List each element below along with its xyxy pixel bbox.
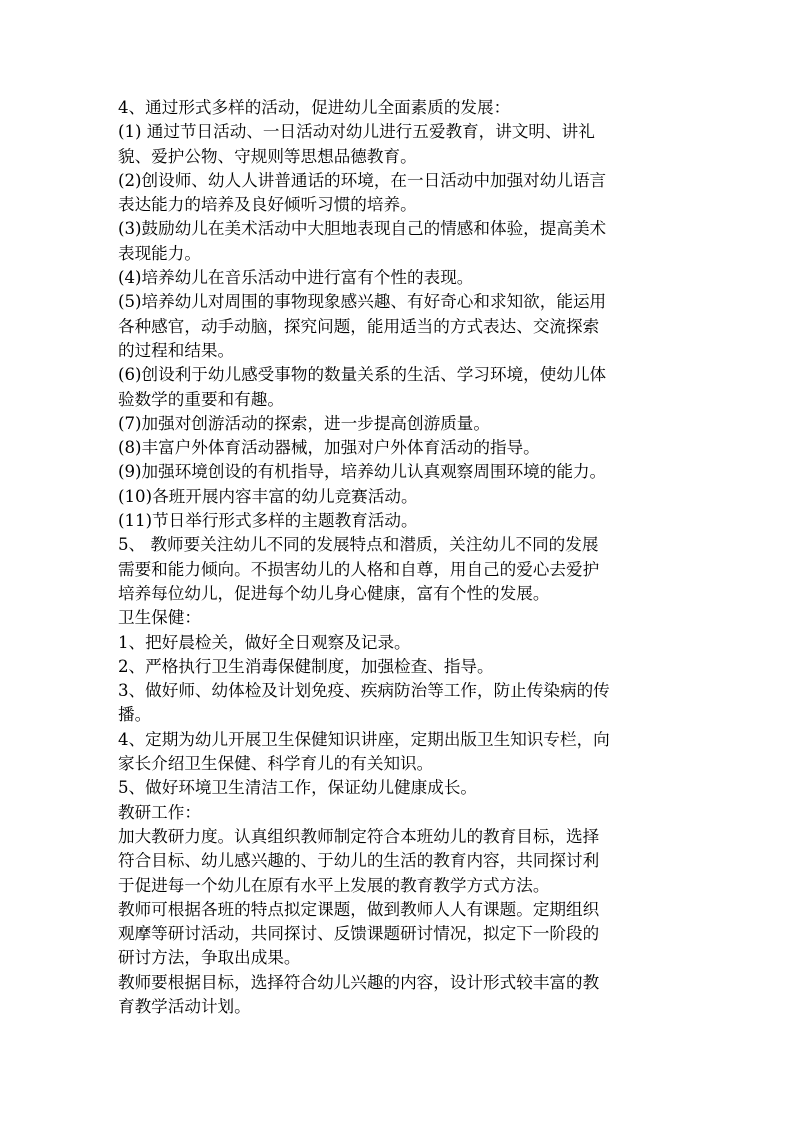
text-line: 表现能力。 bbox=[118, 243, 201, 263]
text-line: (9)加强环境创设的有机指导，培养幼儿认真观察周围环境的能力。 bbox=[118, 462, 607, 482]
text-line: 家长介绍卫生保健、科学育儿的有关知识。 bbox=[118, 754, 434, 774]
text-line: 教研工作： bbox=[118, 802, 201, 822]
text-line: (2)创设师、幼人人讲普通话的环境，在一日活动中加强对幼儿语言 bbox=[118, 170, 607, 190]
text-line: 的过程和结果。 bbox=[118, 340, 235, 360]
text-line: 需要和能力倾向。不损害幼儿的人格和自尊，用自己的爱心去爱护 bbox=[118, 559, 600, 579]
text-line: 于促进每一个幼儿在原有水平上发展的教育教学方式方法。 bbox=[118, 875, 550, 895]
text-line: 5、做好环境卫生清洁工作，保证幼儿健康成长。 bbox=[118, 778, 478, 798]
text-line: 各种感官，动手动脑，探究问题，能用适当的方式表达、交流探索 bbox=[118, 316, 600, 336]
text-line: 教师可根据各班的特点拟定课题，做到教师人人有课题。定期组织 bbox=[118, 899, 600, 919]
text-line: 培养每位幼儿，促进每个幼儿身心健康，富有个性的发展。 bbox=[118, 583, 550, 603]
text-line: (1) 通过节日活动、一日活动对幼儿进行五爱教育，讲文明、讲礼 bbox=[118, 122, 595, 142]
text-line: 观摩等研讨活动，共同探讨、反馈课题研讨情况，拟定下一阶段的 bbox=[118, 924, 600, 944]
text-line: 表达能力的培养及良好倾听习惯的培养。 bbox=[118, 195, 417, 215]
text-line: 教师要根据目标，选择符合幼儿兴趣的内容，设计形式较丰富的教 bbox=[118, 972, 600, 992]
document-body bbox=[118, 96, 678, 1019]
text-line: 播。 bbox=[118, 705, 152, 725]
text-line: 1、把好晨检关，做好全日观察及记录。 bbox=[118, 632, 411, 652]
text-line: 加大教研力度。认真组织教师制定符合本班幼儿的教育目标，选择 bbox=[118, 826, 600, 846]
text-line: 育教学活动计划。 bbox=[118, 996, 251, 1016]
text-line: 5、 教师要关注幼儿不同的发展特点和潜质，关注幼儿不同的发展 bbox=[118, 535, 599, 555]
text-line: 符合目标、幼儿感兴趣的、于幼儿的生活的教育内容，共同探讨利 bbox=[118, 851, 600, 871]
text-line: 貌、爱护公物、守规则等思想品德教育。 bbox=[118, 146, 417, 166]
text-line: (11)节日举行形式多样的主题教育活动。 bbox=[118, 511, 418, 531]
text-line: (6)创设利于幼儿感受事物的数量关系的生活、学习环境，使幼儿体 bbox=[118, 365, 607, 385]
text-line: 4、通过形式多样的活动，促进幼儿全面素质的发展： bbox=[118, 98, 511, 117]
text-line: 研讨方法，争取出成果。 bbox=[118, 948, 301, 968]
text-line: (3)鼓励幼儿在美术活动中大胆地表现自己的情感和体验，提高美术 bbox=[118, 219, 607, 239]
text-line: (7)加强对创游活动的探索，进一步提高创游质量。 bbox=[118, 413, 490, 433]
text-line: 卫生保健： bbox=[118, 608, 201, 628]
text-line: (4)培养幼儿在音乐活动中进行富有个性的表现。 bbox=[118, 268, 474, 288]
text-line: 4、定期为幼儿开展卫生保健知识讲座，定期出版卫生知识专栏，向 bbox=[118, 729, 610, 749]
text-line: 2、严格执行卫生消毒保健制度，加强检查、指导。 bbox=[118, 656, 494, 676]
text-line: 3、做好师、幼体检及计划免疫、疾病防治等工作，防止传染病的传 bbox=[118, 681, 610, 701]
text-line: (10)各班开展内容丰富的幼儿竞赛活动。 bbox=[118, 486, 418, 506]
text-line: (5)培养幼儿对周围的事物现象感兴趣、有好奇心和求知欲，能运用 bbox=[118, 292, 607, 312]
text-line: (8)丰富户外体育活动器械，加强对户外体育活动的指导。 bbox=[118, 438, 540, 458]
text-line: 验数学的重要和有趣。 bbox=[118, 389, 284, 409]
